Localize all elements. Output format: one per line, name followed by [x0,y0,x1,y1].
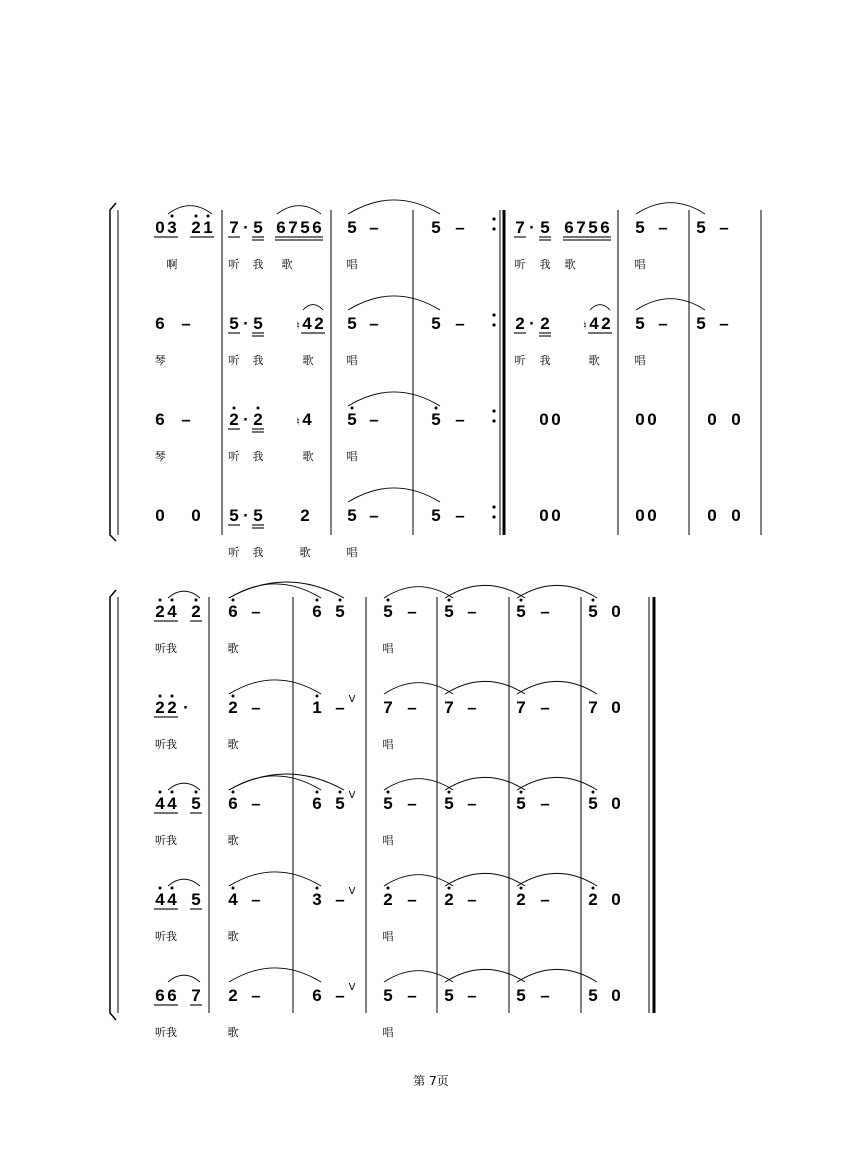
note: 0 [611,794,621,813]
note: 5 [588,986,598,1005]
note: 5 [347,506,357,525]
slur [636,203,705,214]
octave-dot [592,791,595,794]
note: 4 [228,890,238,909]
note: 7 [576,218,586,237]
dash-mark: – [467,698,477,717]
note: 1 [312,698,322,717]
slur [168,879,200,886]
repeat-dots [492,217,495,518]
lyric: 琴 [154,354,166,367]
lyric: 歌 [227,930,239,943]
note: 2 [601,314,611,333]
octave-dot [159,887,162,890]
note: 7 [383,698,393,717]
note: 5 [444,986,454,1005]
lyric: 唱 [634,354,646,367]
octave-dot [448,887,451,890]
note: 0 [731,506,741,525]
octave-dot [159,695,162,698]
dash-mark: – [455,314,465,333]
note: 3 [312,890,322,909]
note: 6 [312,602,322,621]
octave-dot [339,599,342,602]
octave-dot [232,887,235,890]
dash-mark: – [407,602,417,621]
dash-mark: – [181,314,191,333]
note: 0 [707,410,717,429]
lyric: 唱 [634,258,646,271]
slur [229,872,321,886]
lyric: 听 [514,258,526,271]
octave-dot [316,695,319,698]
lyric: 听 [514,354,526,367]
note: 5 [347,218,357,237]
octave-dot [520,599,523,602]
lyric: 唱 [382,738,394,751]
dash-mark: – [369,218,379,237]
dash-mark: – [540,890,550,909]
note: 7 [191,986,201,1005]
slur [590,305,610,310]
note: 5 [431,314,441,333]
lyric: 唱 [382,930,394,943]
slur [348,296,440,310]
note: 4 [155,794,165,813]
accidental: ♮ [583,319,587,332]
page-number: 第 7页 [413,1074,449,1088]
slur [636,299,705,310]
note: 0 [611,698,621,717]
note: 0 [707,506,717,525]
note: 6 [155,314,165,333]
slur [348,200,440,214]
dash-mark: – [455,506,465,525]
note: 5 [444,794,454,813]
octave-dot [233,407,236,410]
lyric: 听我 [155,642,177,655]
breath-mark: V [348,694,356,705]
note: 5 [300,218,310,237]
note: 5 [347,410,357,429]
octave-dot [316,791,319,794]
note: 5 [253,506,263,525]
lyric: 我 [539,354,551,367]
lyric: 我 [252,450,264,463]
note: 7 [444,698,454,717]
dot-mark: · [243,314,249,333]
note: 2 [314,314,324,333]
note: 0 [611,986,621,1005]
note: 4 [302,410,312,429]
dash-mark: – [369,314,379,333]
dash-mark: – [335,890,345,909]
slur [168,783,200,790]
breath-mark: V [348,790,356,801]
note: 0 [611,602,621,621]
lyric: 歌 [302,450,314,463]
dash-mark: – [407,794,417,813]
slur [348,392,440,406]
slur [384,779,453,790]
note: 7 [516,698,526,717]
lyric: 唱 [382,834,394,847]
note: 5 [540,218,550,237]
note: 0 [647,506,657,525]
note: 4 [589,314,599,333]
dash-mark: – [251,890,261,909]
note: 5 [191,794,201,813]
octave-dot [316,887,319,890]
accidental: ♮ [296,415,300,428]
note: 2 [515,314,525,333]
system-1-bracket [110,203,116,541]
dash-mark: – [251,698,261,717]
dash-mark: – [251,794,261,813]
note: 4 [167,602,177,621]
octave-dot [232,791,235,794]
slur [384,683,453,694]
note: 2 [155,602,165,621]
lyric: 唱 [346,546,358,559]
dash-mark: – [407,890,417,909]
note: 6 [155,986,165,1005]
slur [445,873,525,886]
octave-dot [195,791,198,794]
lyric: 听我 [155,930,177,943]
note: 5 [253,314,263,333]
note: 7 [229,218,239,237]
octave-dot [520,887,523,890]
note: 0 [551,506,561,525]
dot-mark: · [243,410,249,429]
lyric: 听我 [155,738,177,751]
note: 5 [253,218,263,237]
lyric: 听我 [155,834,177,847]
note: 2 [228,986,238,1005]
note: 2 [229,410,239,429]
slur [517,681,597,694]
lyric: 唱 [346,450,358,463]
lyric: 歌 [227,834,239,847]
slur [168,975,200,982]
note: 4 [167,794,177,813]
note: 5 [696,314,706,333]
note: 6 [312,218,322,237]
note: 1 [203,218,213,237]
system-2-bracket [110,590,116,1020]
note: 0 [539,506,549,525]
breath-mark: V [348,982,356,993]
dash-mark: – [658,218,668,237]
lyric: 我 [252,354,264,367]
dash-mark: – [540,986,550,1005]
lyric: 唱 [346,258,358,271]
note: 5 [229,314,239,333]
note: 0 [647,410,657,429]
dash-mark: – [407,986,417,1005]
slur [517,969,597,982]
lyric: 唱 [382,1026,394,1039]
note: 5 [516,986,526,1005]
dash-mark: – [467,986,477,1005]
dash-mark: – [540,602,550,621]
octave-dot [387,887,390,890]
note: 5 [635,314,645,333]
note: 7 [588,698,598,717]
octave-dot [171,791,174,794]
note: 5 [347,314,357,333]
dash-mark: – [369,410,379,429]
octave-dot [448,791,451,794]
lyric: 琴 [154,450,166,463]
accidental: ♮ [296,319,300,332]
octave-dot [232,599,235,602]
note: 0 [155,506,165,525]
slur [384,971,453,982]
note: 5 [444,602,454,621]
note: 2 [155,698,165,717]
octave-dot [339,791,342,794]
octave-dot [159,599,162,602]
note: 5 [383,986,393,1005]
note: 6 [228,602,238,621]
note: 6 [167,986,177,1005]
lyric: 我 [252,258,264,271]
note: 5 [516,794,526,813]
note: 5 [696,218,706,237]
slur [517,585,597,598]
note: 6 [564,218,574,237]
slur [517,777,597,790]
slur [229,584,321,598]
dash-mark: – [181,410,191,429]
lyric: 啊 [166,258,178,271]
slur [384,587,453,598]
lyric: 歌 [302,354,314,367]
note: 5 [635,218,645,237]
note: 2 [191,218,201,237]
dash-mark: – [540,698,550,717]
slur [348,488,440,502]
dash-mark: – [467,890,477,909]
octave-dot [257,407,260,410]
note: 6 [312,794,322,813]
note: 2 [167,698,177,717]
note: 5 [516,602,526,621]
dash-mark: – [658,314,668,333]
note: 5 [588,218,598,237]
octave-dot [171,215,174,218]
lyric: 歌 [588,354,600,367]
lyric: 听 [228,450,240,463]
octave-dot [387,791,390,794]
slur [229,776,321,790]
note: 2 [383,890,393,909]
dash-mark: – [467,602,477,621]
dash-mark: – [369,506,379,525]
slur [277,206,321,214]
octave-dot [592,599,595,602]
note: 2 [300,506,310,525]
slur [303,305,323,310]
octave-dot [448,599,451,602]
note: 6 [155,410,165,429]
dash-mark: – [467,794,477,813]
slur [445,969,525,982]
lyric: 歌 [227,1026,239,1039]
note: 4 [302,314,312,333]
note: 6 [600,218,610,237]
dot-mark: · [183,698,189,717]
dot-mark: · [243,218,249,237]
lyric: 听 [228,546,240,559]
note: 2 [540,314,550,333]
slur [445,681,525,694]
slur [384,875,453,886]
note: 5 [383,794,393,813]
note: 7 [515,218,525,237]
lyric: 歌 [227,738,239,751]
dash-mark: – [455,218,465,237]
note: 0 [635,506,645,525]
note: 5 [588,794,598,813]
system-1-frame [110,203,761,541]
lyric: 歌 [281,258,293,271]
dash-mark: – [251,602,261,621]
note: 5 [335,794,345,813]
note: 0 [611,890,621,909]
lyric: 唱 [382,642,394,655]
note: 5 [335,602,345,621]
octave-dot [171,887,174,890]
octave-dot [171,695,174,698]
slur [445,585,525,598]
slur [168,591,200,598]
slur [229,680,321,694]
note: 3 [167,218,177,237]
octave-dot [171,599,174,602]
note: 0 [731,410,741,429]
dash-mark: – [540,794,550,813]
note: 2 [253,410,263,429]
lyric: 我 [539,258,551,271]
note: 6 [312,986,322,1005]
note: 6 [228,794,238,813]
note: 2 [228,698,238,717]
dash-mark: – [335,986,345,1005]
octave-dot [159,791,162,794]
octave-dot [207,215,210,218]
octave-dot [592,887,595,890]
note: 2 [516,890,526,909]
dot-mark: · [243,506,249,525]
note: 0 [155,218,165,237]
note: 5 [383,602,393,621]
lyric: 唱 [346,354,358,367]
note: 2 [191,602,201,621]
note: 0 [539,410,549,429]
lyric: 听 [228,354,240,367]
note: 5 [431,506,441,525]
dash-mark: – [407,698,417,717]
dot-mark: · [529,314,535,333]
dash-mark: – [455,410,465,429]
note: 5 [229,506,239,525]
slur [168,206,212,214]
slur [517,873,597,886]
lyric: 听 [228,258,240,271]
note: 2 [588,890,598,909]
note: 0 [635,410,645,429]
octave-dot [435,407,438,410]
dash-mark: – [251,986,261,1005]
lyric: 听我 [155,1026,177,1039]
note: 5 [431,410,441,429]
note: 5 [588,602,598,621]
dash-mark: – [335,698,345,717]
note: 5 [191,890,201,909]
slur [445,777,525,790]
lyric: 歌 [299,546,311,559]
lyric: 歌 [227,642,239,655]
dash-mark: – [719,218,729,237]
note: 5 [431,218,441,237]
dash-mark: – [719,314,729,333]
note: 4 [167,890,177,909]
octave-dot [351,407,354,410]
octave-dot [232,695,235,698]
lyric: 我 [252,546,264,559]
note: 0 [551,410,561,429]
lyric: 歌 [564,258,576,271]
note: 4 [155,890,165,909]
octave-dot [316,599,319,602]
dot-mark: · [529,218,535,237]
octave-dot [387,599,390,602]
octave-dot [195,215,198,218]
breath-mark: V [348,886,356,897]
note: 6 [276,218,286,237]
note: 2 [444,890,454,909]
note: 0 [191,506,201,525]
note: 7 [288,218,298,237]
slur [229,968,321,982]
octave-dot [195,599,198,602]
octave-dot [520,791,523,794]
